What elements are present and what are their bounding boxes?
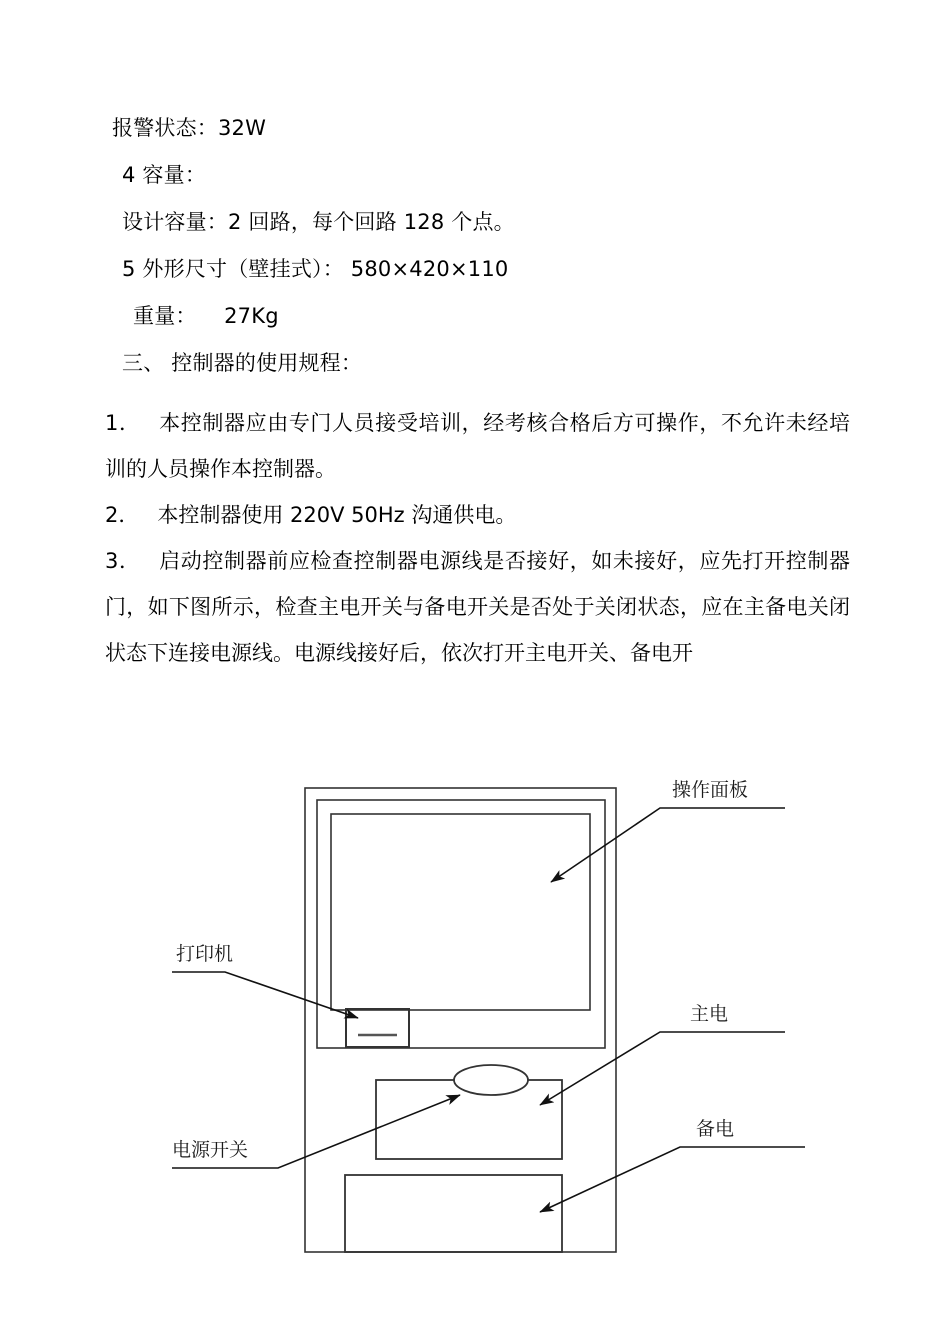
- power-switch-knob: [454, 1065, 528, 1095]
- procedure-item-1-number: 1．: [105, 411, 141, 435]
- leader-line-operation-panel: [551, 808, 785, 882]
- diagram-label-operation-panel: 操作面板: [672, 779, 749, 801]
- procedure-item-2-number: 2．: [105, 503, 140, 527]
- printer-unit: [346, 1009, 409, 1047]
- procedure-item-3-text: 启动控制器前应检查控制器电源线是否接好，如未接好，应先打开控制器门，如下图所示，检查主电开关与备电开关是否处于关闭状态，应在主备电关闭状态下连接电源线。电源线接好后，依次打开主电开关、备电开: [105, 549, 850, 665]
- section-heading: 三、 控制器的使用规程：: [122, 351, 363, 375]
- spec-line-alarm-state: 报警状态：32W: [112, 116, 267, 140]
- backup-power-module: [345, 1175, 562, 1252]
- spec-line-design-capacity: 设计容量：2 回路，每个回路 128 个点。: [122, 210, 515, 234]
- spec-line-capacity-heading: 4 容量：: [122, 163, 207, 187]
- procedure-item-1: [105, 400, 850, 492]
- controller-cabinet-diagram: [0, 760, 950, 1300]
- diagram-label-backup-power: 备电: [696, 1118, 735, 1140]
- leader-line-backup-power: [540, 1147, 805, 1212]
- diagram-label-printer: 打印机: [176, 943, 234, 965]
- operation-panel-screen: [331, 814, 590, 1010]
- spec-line-weight: 重量： 27Kg: [133, 304, 279, 328]
- leader-line-printer: [172, 972, 358, 1018]
- diagram-label-main-power: 主电: [690, 1003, 729, 1025]
- procedure-item-2: [105, 492, 850, 538]
- procedure-item-3-number: 3．: [105, 549, 141, 573]
- cabinet-outer-body: [305, 788, 616, 1252]
- procedure-item-2-text: 本控制器使用 220V 50Hz 沟通供电。: [157, 503, 517, 527]
- spec-line-dimensions: 5 外形尺寸（壁挂式）： 580×420×110: [122, 257, 509, 281]
- diagram-label-power-switch: 电源开关: [172, 1139, 249, 1161]
- procedure-item-1-text: 本控制器应由专门人员接受培训，经考核合格后方可操作，不允许未经培训的人员操作本控制器。: [105, 411, 850, 481]
- procedure-item-3: [105, 538, 850, 676]
- document-body: [105, 118, 850, 676]
- leader-line-main-power: [540, 1032, 785, 1105]
